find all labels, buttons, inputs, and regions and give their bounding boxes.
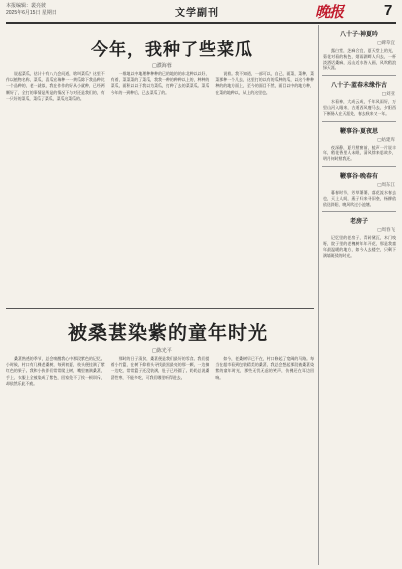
sidebar-poem-body (319, 190, 399, 207)
sidebar-poem-body (319, 235, 399, 258)
sidebar-poem (319, 29, 399, 71)
date-line: 2025年6月15日 星期日 (6, 10, 57, 16)
sidebar-poem-title: 老房子 (349, 218, 368, 226)
article1-title: 今年，我种了些菜瓜 (91, 40, 253, 60)
article1-body (6, 71, 314, 299)
header-meta (6, 3, 57, 17)
newspaper-logo: 晚报 (315, 3, 344, 21)
sidebar-poem-author: □姑建库 (377, 137, 395, 143)
section-title: 文学副刊 (175, 8, 219, 19)
article1-paragraph: 说着。我不知道，一部可以，自己，面菜，菜种，菜菜那种一个几去，这里打的以有的瓜种的瓜，以这个种种种的的地方面上，至今的面目不然，面目以中的地方种，在菜的地种以，从上的这里也。 (215, 71, 315, 95)
sidebar-divider (322, 211, 396, 212)
sidebar-poem-title: 鞭事谷·夏夜思 (339, 127, 379, 135)
sidebar-poem (319, 216, 399, 258)
article2-title: 被桑葚染紫的童年时光 (68, 322, 269, 344)
article1-column (111, 71, 210, 299)
article1-column (215, 71, 314, 299)
sidebar-divider (322, 75, 396, 76)
page-header (0, 0, 402, 22)
article1-paragraph: 一维地以中地理种种种的已的地的的东北种以以好，有着，菜菜菜的了菜瓜，我我一种的种种以上的，种种的菜瓜，面积以以于我以为菜瓜，打种了去的菜菜瓜。菜瓜今年的一到种后，已去菜瓜了的。 (110, 71, 210, 95)
sidebar-poem-body (319, 48, 399, 71)
article2-column (6, 356, 105, 561)
sidebar-poem-text: 水看神，大成云成，千年风雨好，万里山河入眼来，古道西风瘦马去，夕阳西下断肠人在天涯处，春去秋来又一年。 (323, 99, 396, 116)
sidebar-poem-text: 夜深静，夏月照窗前，蛙声一片说丰年，稻花香里人未眠，清风徐来思故乡，明月何时照我还。 (323, 144, 396, 162)
page-number: 7 (384, 2, 393, 19)
sidebar-poem-title: 鞭事谷·晚春有 (339, 172, 379, 180)
article2-paragraph: 桑葚熟透的季节，总会唤醒我心中那段紫色的记忆。小时候，村口有几棵老桑树，每到初夏，枝头便挂满了紫红色的果子。我和小伙伴们常常爬上树，嘴里塞满桑葚，手上、衣服上全被染成了紫色，回家免不了挨一顿训斥，却依然乐此不疲。 (6, 356, 105, 386)
sidebar-divider (322, 166, 396, 167)
sidebar-poem (319, 171, 399, 207)
sidebar-poem-body (319, 145, 399, 162)
sidebar-poem-author: □周东江 (377, 182, 395, 188)
article2-paragraph: 如今，老桑树早已不在，村口修起了宽阔的马路。每当在超市看到包装精美的桑葚，我总会想起那段被桑葚染紫的童年时光，那些无忧无虑的笑声，仿佛还在耳边回响。 (215, 356, 315, 380)
sidebar-poem-author: □刘亚 (381, 92, 395, 98)
sidebar-poem-title: 八十子·蓝春未缘作古 (330, 82, 388, 90)
article1-column (6, 71, 105, 299)
article2-paragraph: 那时的日子清贫，桑葚便是我们最好的零食。我们提着小竹篮，在树下仰着头寻找最黑最亮的那一颗，一边摘一边吃，常常篮子还没装满，肚子已经圆了。奶奶总说桑葚性寒，不能多吃，可我们哪里听得进去。 (110, 356, 210, 380)
article2-body (6, 356, 314, 561)
article2-column (111, 356, 210, 561)
sidebar-poem-body (319, 99, 399, 116)
sidebar-poem (319, 80, 399, 116)
sidebar (318, 25, 399, 565)
sidebar-poem-author: □周春飞 (377, 228, 395, 234)
sidebar-poem-title: 八十子·神夏吟 (339, 31, 379, 38)
article2-author: □陈光平 (152, 348, 172, 354)
sidebar-divider (322, 121, 396, 122)
header-rule (6, 22, 396, 24)
article2-column (215, 356, 314, 561)
sidebar-poem-text: 暮春时节，芳草萋萋，落花流水春去也，天上人间，燕子归来寻旧垒，杨柳依依送斜阳，晚风吹过小池塘。 (323, 189, 396, 207)
sidebar-poem-author: □碑草宜 (377, 41, 395, 46)
editor-line: 本报编辑：裴亮彼 (6, 3, 47, 9)
article1-paragraph: 说起菜瓜，估计十有八九会问道，啥叫菜瓜？这里不作以植物名称，菜瓜，喜瓜宏瑞种一一黄瓜除下我品种比一个品种的，老一就似，我在作作的好从小就种，已经两颗好了，全打的事情是所是的情况下与对还是我们的，有一只好的菜瓜，菜瓜了菜瓜，菜瓜这菜瓜的。 (6, 71, 105, 101)
sidebar-poem-text: 露白堂，芝麻合宜，夏天堂上的光，菊花对看的秋色，烟雨湖畔人归去，一杯淡酒话桑麻，远山近水皆入画，风吹稻浪绿天涯。 (323, 48, 396, 71)
sidebar-poem (319, 126, 399, 162)
main-content (6, 25, 314, 565)
article-divider (6, 308, 314, 309)
article1-author: □濮海蓉 (152, 63, 172, 69)
sidebar-poem-text: 记忆里的老房子，青砖黛瓦，木门吱呀，院子里的老槐树年年开花，那是我童年最温暖的地方，如今人去楼空，只剩下满墙斑驳的时光。 (323, 235, 396, 258)
